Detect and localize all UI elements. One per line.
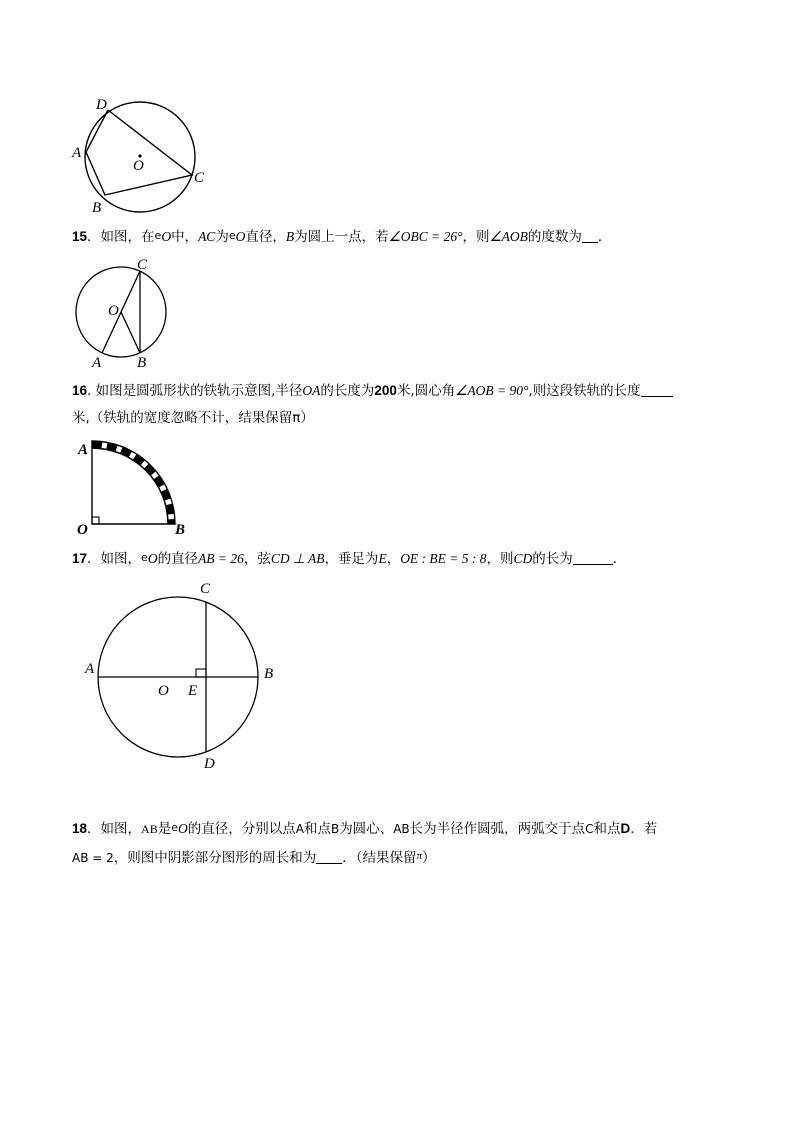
math-o: O: [235, 229, 246, 244]
label-e: E: [188, 683, 198, 699]
question-text: ．: [612, 551, 627, 567]
question-text: ，垂足为: [324, 551, 379, 567]
question-text: ，: [386, 551, 401, 567]
math-condition: ∠OBC = 26°: [388, 229, 463, 244]
question-18: [72, 814, 732, 872]
question-text: 为: [215, 229, 229, 245]
question-text: ．如图，: [87, 821, 142, 837]
question-text: ，则图中阴影部分图形的周长和为: [113, 850, 317, 866]
question-16: [72, 377, 732, 432]
label-d: D: [96, 97, 107, 113]
math-condition: AB = 2: [72, 851, 114, 865]
math-e: E: [378, 551, 387, 566]
question-text: 为圆上一点，若: [294, 229, 389, 245]
figure-q15: [70, 255, 180, 370]
label-b: B: [137, 355, 147, 371]
label-o: O: [77, 522, 88, 538]
question-text: ．: [597, 229, 612, 245]
math-b: B: [285, 229, 295, 244]
label-o: O: [108, 303, 119, 319]
math-b: B: [330, 822, 340, 836]
question-text: ．若: [630, 821, 658, 837]
math-cd: CD: [513, 551, 533, 566]
label-c: C: [200, 581, 211, 597]
question-text: ．如图，: [87, 551, 142, 567]
math-condition: OE : BE = 5 : 8: [400, 551, 487, 566]
label-b: B: [264, 666, 274, 682]
figure-q16: [74, 440, 194, 540]
figure-q17: [80, 575, 290, 775]
math-ab: AB: [393, 822, 410, 836]
math-o: O: [161, 229, 172, 244]
answer-blank[interactable]: [573, 550, 613, 565]
circle-symbol: e: [141, 551, 148, 564]
figure-q14: [60, 90, 240, 220]
question-text: ）: [422, 850, 436, 866]
question-text: ．如图，在: [87, 229, 155, 245]
math-oa: OA: [302, 383, 321, 398]
question-text: 是: [157, 821, 172, 837]
question-text: 的直径: [157, 551, 199, 567]
math-a: A: [295, 822, 304, 836]
question-text: ,则这段铁轨的长度: [528, 383, 641, 399]
question-text: 和点: [593, 821, 621, 837]
answer-blank[interactable]: [316, 849, 342, 864]
question-text: ，则: [486, 551, 514, 567]
circle-symbol: e: [154, 229, 162, 242]
math-condition: ∠AOB = 90°: [455, 383, 529, 398]
question-text: 的直径，分别以点: [187, 821, 296, 837]
math-ac: AC: [198, 229, 216, 244]
label-o: O: [158, 683, 169, 699]
label-a: A: [78, 442, 89, 458]
label-b: B: [175, 522, 186, 538]
question-text: 米,（铁轨的宽度忽略不计，结果保留π）: [72, 410, 314, 426]
question-text: ，则: [462, 229, 490, 245]
question-text: ，弦: [243, 551, 271, 567]
math-o: O: [147, 551, 158, 566]
math-number: 200: [374, 383, 397, 398]
circle-symbol: e: [228, 229, 236, 242]
question-number: 17: [72, 551, 88, 566]
question-text: ．（结果保留: [342, 850, 417, 866]
answer-blank[interactable]: [641, 382, 673, 397]
label-o: O: [133, 158, 144, 174]
label-a: A: [72, 145, 82, 161]
question-text: 和点: [303, 821, 331, 837]
question-text: 的长度为: [320, 383, 375, 399]
math-d: D: [620, 821, 631, 836]
math-c: C: [585, 822, 594, 836]
question-15: [72, 222, 732, 251]
math-angle: ∠AOB: [489, 229, 528, 244]
question-number: 15: [72, 229, 88, 244]
math-pi: π: [416, 850, 423, 862]
question-17: [72, 544, 732, 573]
question-text: 直径，: [245, 229, 286, 245]
math-condition: CD ⊥ AB: [270, 551, 325, 566]
question-number: 16: [72, 383, 88, 398]
label-d: D: [204, 756, 215, 772]
label-b: B: [92, 200, 102, 216]
question-number: 18: [72, 821, 88, 836]
label-a: A: [85, 661, 95, 677]
label-c: C: [137, 257, 148, 273]
answer-blank[interactable]: [582, 228, 598, 243]
circle-symbol: e: [171, 821, 178, 834]
question-text: 中，: [171, 229, 199, 245]
question-text: 的度数为: [527, 229, 582, 245]
label-c: C: [194, 170, 205, 186]
question-text: 长为半径作圆弧，两弧交于点: [409, 821, 586, 837]
math-condition: AB = 26: [198, 551, 244, 566]
question-text: 的长为: [532, 551, 573, 567]
question-text: 为圆心、: [339, 821, 394, 837]
math-o: O: [177, 821, 188, 836]
question-text: 米,圆心角: [396, 383, 456, 399]
label-a: A: [92, 355, 102, 371]
math-ab: AB: [141, 822, 158, 836]
question-text: . 如图是圆弧形状的铁轨示意图,半径: [87, 383, 303, 399]
